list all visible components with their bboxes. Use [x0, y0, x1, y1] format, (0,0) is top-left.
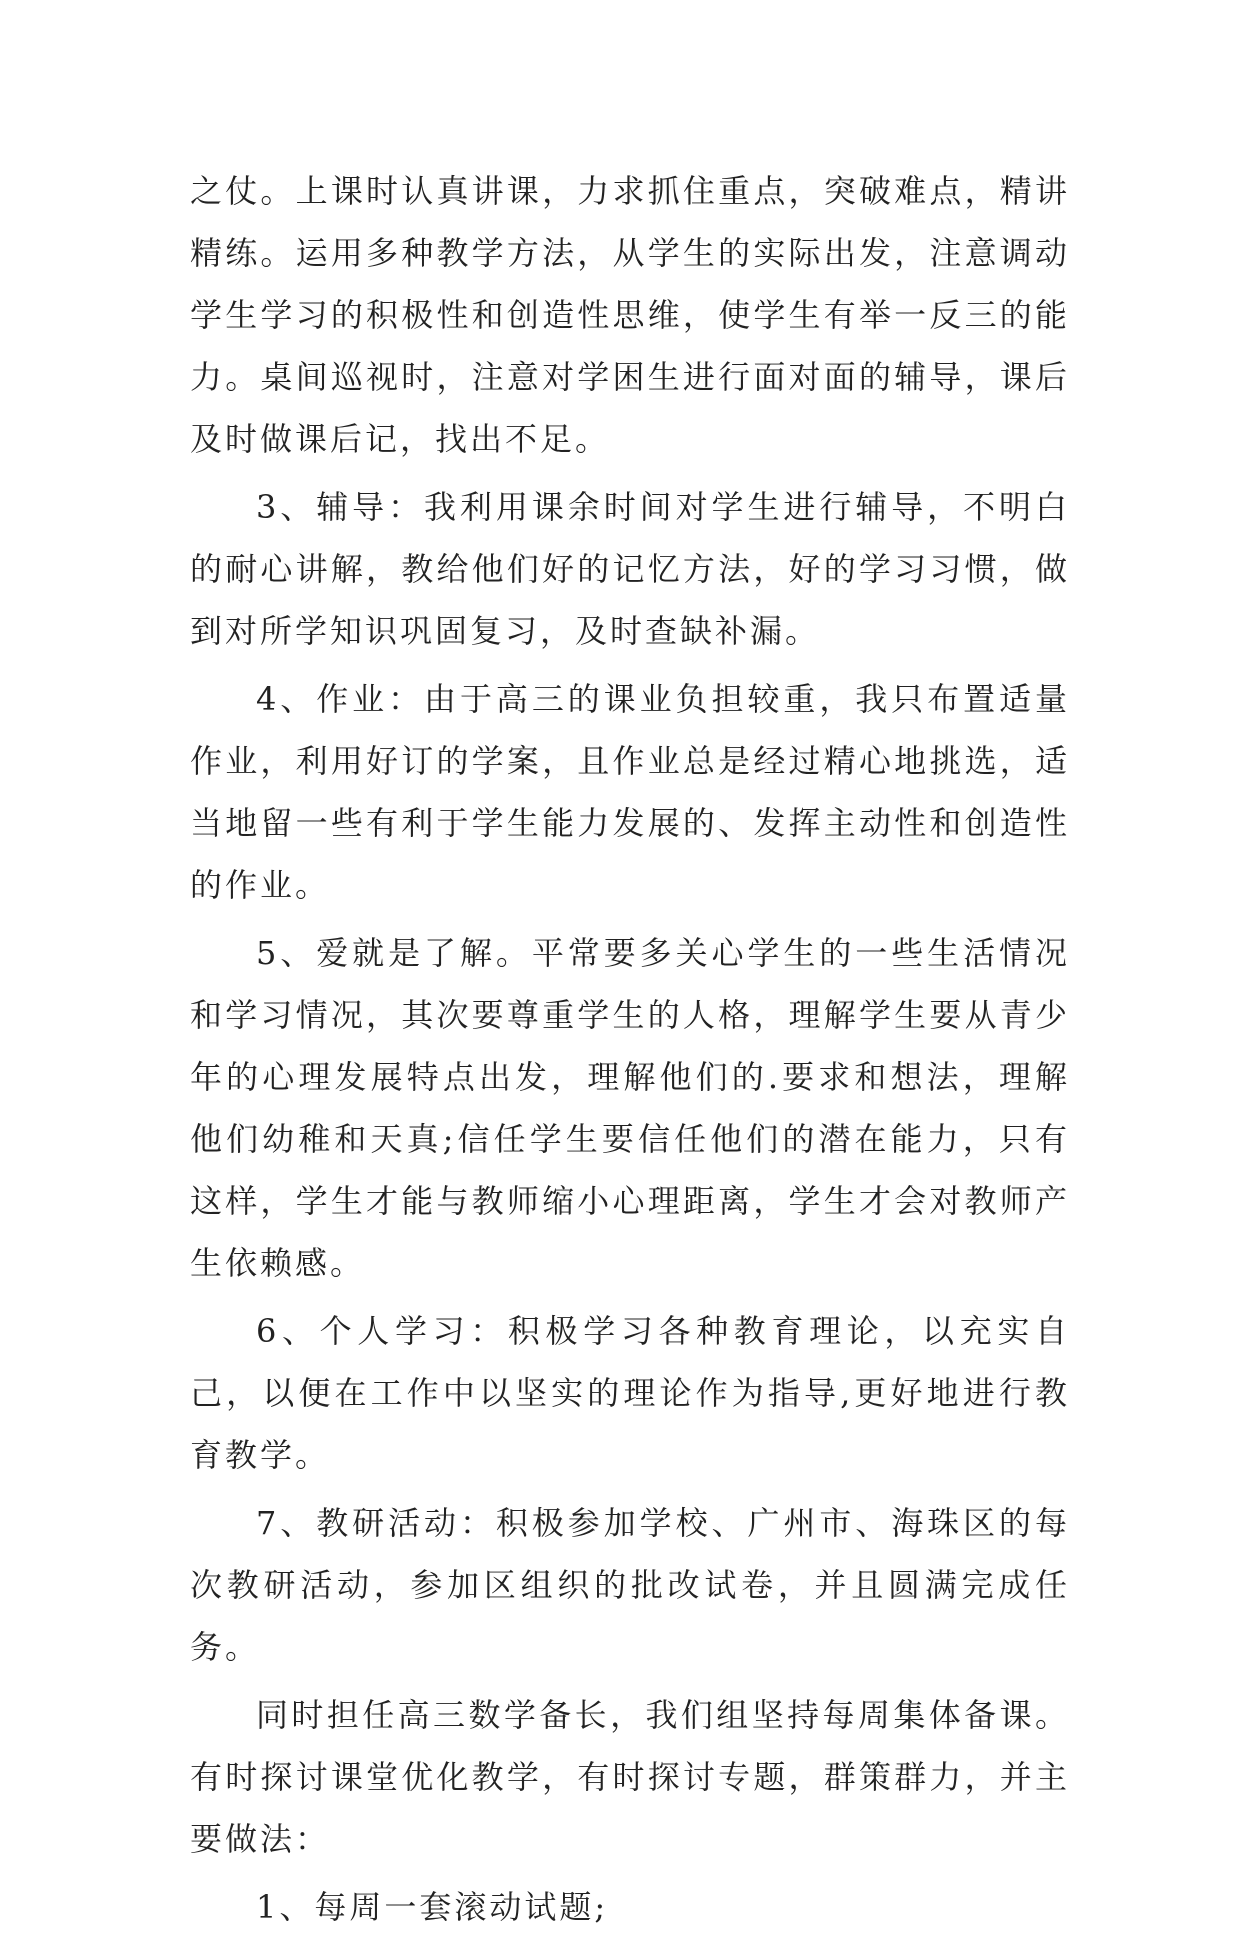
paragraph-weekly-test: 1、每周一套滚动试题; — [256, 1888, 609, 1926]
paragraph-group-lead: 同时担任高三数学备长，我们组坚持每周集体备课。有时探讨课堂优化教学，有时探讨专题，群策群力，并主要做法： — [190, 1696, 1070, 1858]
paragraph-continuation: 之仗。上课时认真讲课，力求抓住重点，突破难点，精讲精练。运用多种教学方法，从学生的实际出发，注意调动学生学习的积极性和创造性思维，使学生有举一反三的能力。桌间巡视时，注意对学困生进行面对面的辅导，课后及时做课后记，找出不足。 — [190, 172, 1070, 458]
paragraph-understanding: 5、爱就是了解。平常要多关心学生的一些生活情况和学习情况，其次要尊重学生的人格，理解学生要从青少年的心理发展特点出发，理解他们的.要求和想法，理解他们幼稚和天真;信任学生要信任他们的潜在能力，只有这样，学生才能与教师缩小心理距离，学生才会对教师产生依赖感。 — [190, 934, 1070, 1282]
paragraph-homework: 4、作业：由于高三的课业负担较重，我只布置适量作业，利用好订的学案，且作业总是经过精心地挑选，适当地留一些有利于学生能力发展的、发挥主动性和创造性的作业。 — [190, 680, 1070, 904]
document-body — [190, 160, 1070, 1944]
paragraph-tutoring: 3、辅导：我利用课余时间对学生进行辅导，不明白的耐心讲解，教给他们好的记忆方法，好的学习习惯，做到对所学知识巩固复习，及时查缺补漏。 — [190, 488, 1070, 650]
paragraph-personal-study: 6、个人学习：积极学习各种教育理论，以充实自己，以便在工作中以坚实的理论作为指导,更好地进行教育教学。 — [190, 1312, 1070, 1474]
paragraph-teaching-research: 7、教研活动：积极参加学校、广州市、海珠区的每次教研活动，参加区组织的批改试卷，并且圆满完成任务。 — [190, 1504, 1070, 1666]
